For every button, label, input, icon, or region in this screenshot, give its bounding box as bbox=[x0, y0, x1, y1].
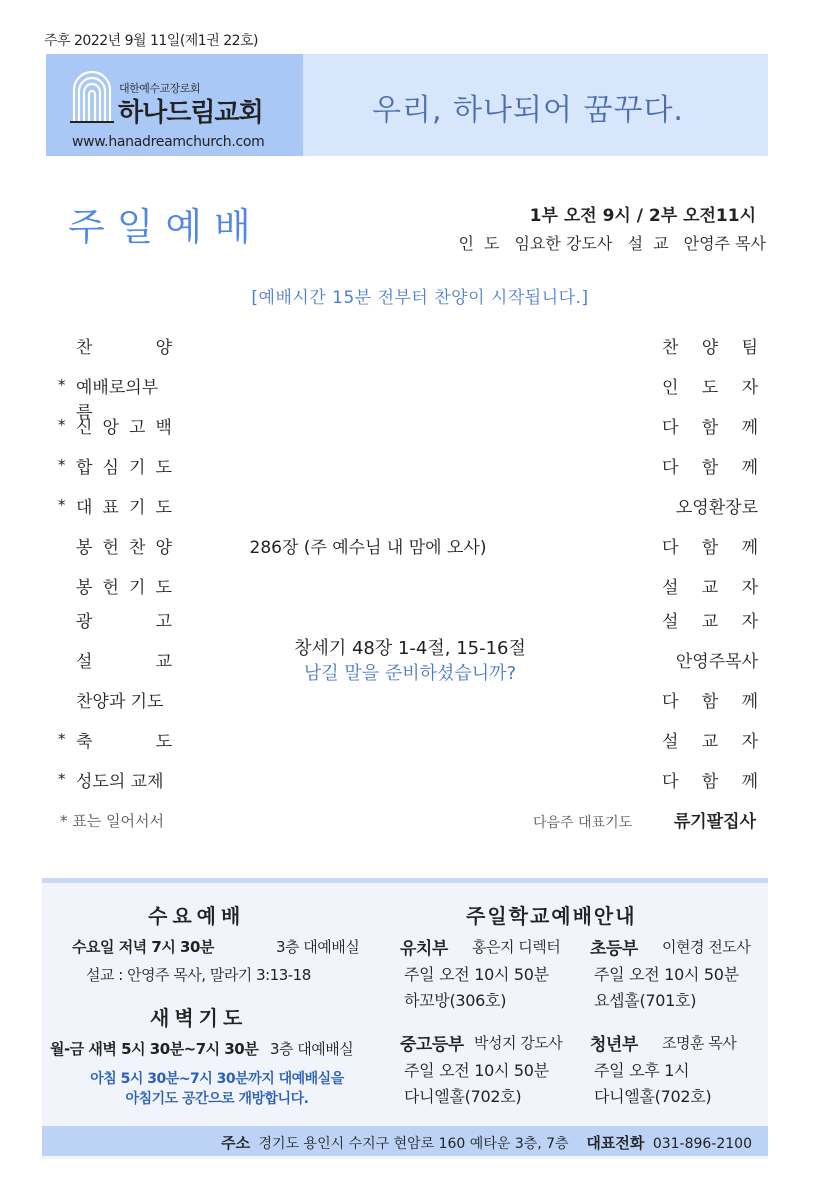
order-row bbox=[58, 573, 758, 603]
sermon-block bbox=[230, 636, 590, 686]
sunday-school-title: 주일학교예배안내 bbox=[466, 904, 637, 928]
order-row bbox=[58, 333, 758, 363]
order-item-name: 예배로의부름 bbox=[76, 378, 159, 423]
order-row bbox=[58, 533, 758, 563]
group-teacher: 조명훈 목사 bbox=[662, 1034, 737, 1052]
standing-marker: * bbox=[58, 416, 66, 434]
group-teacher: 박성지 강도사 bbox=[474, 1034, 563, 1052]
dawn-note bbox=[52, 1068, 382, 1108]
group-teacher: 홍은지 디렉터 bbox=[472, 938, 561, 956]
order-item-leader: 다 함 께 bbox=[662, 692, 758, 712]
order-item-name: 축 도 bbox=[76, 732, 172, 752]
order-item-leader: 설 교 자 bbox=[662, 612, 758, 632]
order-row bbox=[58, 493, 758, 523]
order-item-name: 봉 헌 찬 양 bbox=[76, 538, 172, 558]
standing-marker: * bbox=[58, 496, 66, 514]
order-row bbox=[58, 767, 758, 797]
group-room: 다니엘홀(702호) bbox=[404, 1087, 522, 1106]
order-item-name: 설 교 bbox=[76, 652, 172, 672]
order-item-name: 대 표 기 도 bbox=[76, 498, 172, 518]
order-item-leader: 인 도 자 bbox=[662, 378, 758, 398]
sermon-title: 남길 말을 준비하셨습니까? bbox=[303, 663, 517, 684]
group-room: 요셉홀(701호) bbox=[594, 991, 697, 1010]
order-item-name: 합 심 기 도 bbox=[76, 458, 172, 478]
standing-footnote: * 표는 일어서서 bbox=[60, 812, 164, 830]
church-name: 하나드림교회 bbox=[118, 98, 263, 128]
order-item-leader: 다 함 께 bbox=[662, 458, 758, 478]
denomination: 대한예수교장로회 bbox=[119, 82, 201, 95]
standing-marker: * bbox=[58, 456, 66, 474]
service-time: 1부 오전 9시 / 2부 오전11시 bbox=[529, 206, 756, 226]
order-item-leader: 찬 양 팀 bbox=[662, 338, 758, 358]
dawn-time: 월-금 새벽 5시 30분~7시 30분 bbox=[50, 1040, 259, 1058]
order-item-name: 신 앙 고 백 bbox=[76, 418, 172, 438]
order-row bbox=[58, 453, 758, 483]
order-item-name: 찬양과 기도 bbox=[76, 692, 164, 712]
service-title: 주일예배 bbox=[68, 205, 263, 249]
order-item-leader: 설 교 자 bbox=[662, 732, 758, 752]
wednesday-title: 수요예배 bbox=[148, 904, 246, 928]
group-teacher: 이현경 전도사 bbox=[662, 938, 751, 956]
order-item-detail: 286장 (주 예수님 내 맘에 오사) bbox=[249, 538, 487, 558]
preacher-name: 안영주 목사 bbox=[683, 234, 766, 253]
standing-marker: * bbox=[58, 376, 66, 394]
wednesday-time: 수요일 저녁 7시 30분 bbox=[72, 938, 214, 956]
group-room: 하꼬방(306호) bbox=[404, 991, 507, 1010]
next-prayer-label: 다음주 대표기도 bbox=[533, 815, 633, 831]
slogan: 우리, 하나되어 꿈꾸다. bbox=[372, 93, 684, 128]
order-row bbox=[58, 607, 758, 637]
next-prayer-name: 류기팔집사 bbox=[673, 812, 756, 832]
preacher-label: 설교 bbox=[627, 234, 679, 253]
address-label: 주소 bbox=[221, 1134, 251, 1152]
group-time: 주일 오전 10시 50분 bbox=[404, 1061, 549, 1080]
order-item-name: 광 고 bbox=[76, 612, 172, 632]
leader-name: 임요한 강도사 bbox=[514, 234, 613, 253]
dawn-place: 3층 대예배실 bbox=[270, 1040, 354, 1058]
order-item-leader: 다 함 께 bbox=[662, 418, 758, 438]
address: 경기도 용인시 수지구 현암로 160 예타운 3층, 7층 bbox=[258, 1136, 569, 1152]
phone-label: 대표전화 bbox=[586, 1134, 645, 1152]
order-item-leader: 설 교 자 bbox=[662, 578, 758, 598]
group-room: 다니엘홀(702호) bbox=[594, 1087, 712, 1106]
dawn-note-line1: 아침 5시 30분~7시 30분까지 대예배실을 bbox=[90, 1071, 344, 1087]
service-leaders bbox=[459, 231, 767, 254]
issue-date: 주후 2022년 9월 11일(제1권 22호) bbox=[44, 33, 258, 49]
wednesday-sermon: 설교 : 안영주 목사, 말라기 3:13-18 bbox=[86, 966, 311, 984]
leader-label: 인도 bbox=[458, 234, 510, 253]
service-notice: [예배시간 15분 전부터 찬양이 시작됩니다.] bbox=[251, 288, 589, 308]
website-link[interactable]: www.hanadreamchurch.com bbox=[72, 134, 265, 150]
order-row bbox=[58, 687, 758, 717]
order-row bbox=[58, 413, 758, 443]
group-time: 주일 오전 10시 50분 bbox=[594, 965, 739, 984]
group-name: 청년부 bbox=[590, 1035, 638, 1055]
order-item-leader: 안영주목사 bbox=[675, 652, 758, 672]
standing-marker: * bbox=[58, 770, 66, 788]
church-arch-icon bbox=[70, 68, 114, 124]
footer-contact bbox=[221, 1132, 752, 1153]
order-row bbox=[58, 373, 758, 423]
order-item-name: 찬 양 bbox=[76, 338, 172, 358]
group-time: 주일 오후 1시 bbox=[594, 1061, 690, 1080]
order-item-name: 봉 헌 기 도 bbox=[76, 578, 172, 598]
sermon-scripture: 창세기 48장 1-4절, 15-16절 bbox=[294, 638, 526, 659]
standing-marker: * bbox=[58, 730, 66, 748]
group-name: 유치부 bbox=[400, 939, 448, 959]
dawn-note-line2: 아침기도 공간으로 개방합니다. bbox=[125, 1091, 309, 1107]
group-name: 초등부 bbox=[590, 939, 638, 959]
wednesday-place: 3층 대예배실 bbox=[276, 938, 360, 956]
order-row bbox=[58, 727, 758, 757]
order-item-name: 성도의 교제 bbox=[76, 772, 164, 792]
order-item-leader: 다 함 께 bbox=[662, 772, 758, 792]
order-item-leader: 오영환장로 bbox=[675, 498, 758, 518]
dawn-title: 새벽기도 bbox=[150, 1006, 248, 1030]
phone: 031-896-2100 bbox=[652, 1136, 752, 1152]
order-item-leader: 다 함 께 bbox=[662, 538, 758, 558]
group-time: 주일 오전 10시 50분 bbox=[404, 965, 549, 984]
group-name: 중고등부 bbox=[400, 1035, 464, 1055]
